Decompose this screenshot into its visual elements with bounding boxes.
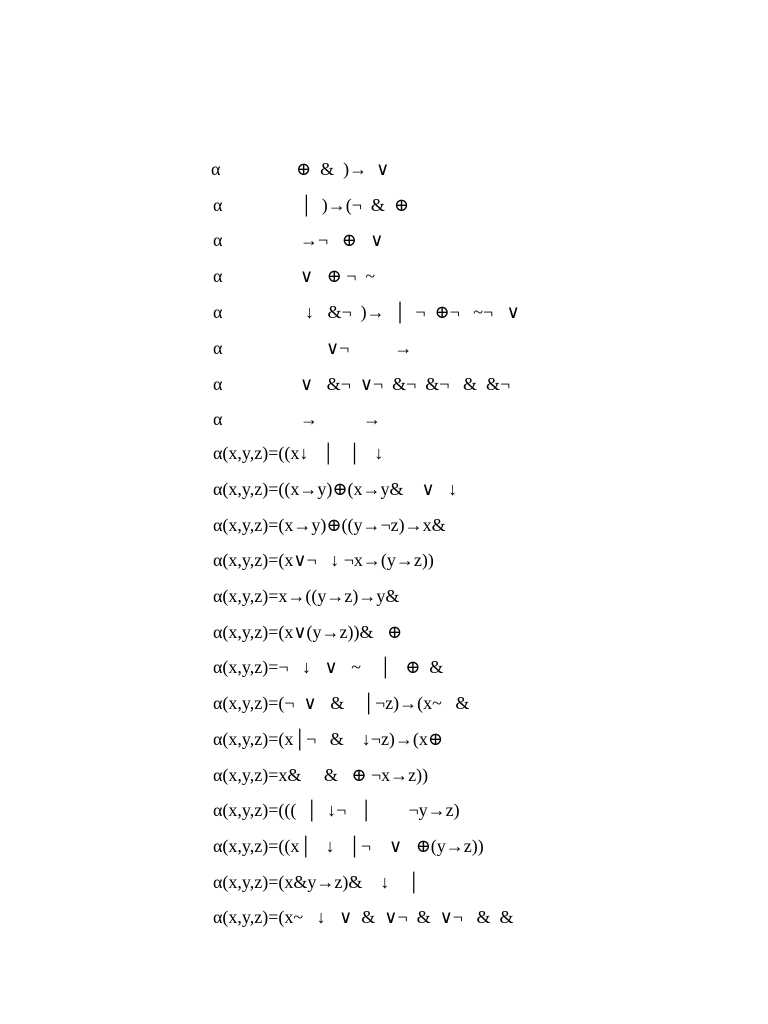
formula-line: α(x,y,z)=(x&y→z)& ↓ │: [213, 872, 421, 892]
formula-line: α(x,y,z)=(x∨(y→z))& ⊕: [213, 622, 403, 642]
formula-line: α(x,y,z)=((x│ ↓ │¬ ∨ ⊕(y→z)): [213, 836, 484, 856]
formula-line: α(x,y,z)=((( │ ↓¬ │ ¬y→z): [213, 800, 460, 820]
row-operators: ∨ ⊕ ¬ ~: [300, 266, 376, 286]
formula-line: α(x,y,z)=((x↓ │ │ ↓: [213, 443, 384, 463]
row-label: α: [213, 302, 223, 322]
formula-line: α(x,y,z)=(¬ ∨ & │¬z)→(x~ &: [213, 693, 470, 713]
formula-line: α(x,y,z)=x& & ⊕ ¬x→z)): [213, 765, 429, 785]
formula-line: α(x,y,z)=((x→y)⊕(x→y& ∨ ↓: [213, 479, 458, 499]
row-operators: │ )→(¬ & ⊕: [300, 195, 409, 215]
row-operators: ↓ &¬ )→ │ ¬ ⊕¬ ~¬ ∨: [305, 302, 520, 322]
row-label: α: [213, 230, 223, 250]
row-label: α: [213, 374, 223, 394]
row-label: α: [213, 266, 223, 286]
formula-line: α(x,y,z)=¬ ↓ ∨ ~ │ ⊕ &: [213, 657, 444, 677]
formula-line: α(x,y,z)=(x→y)⊕((y→¬z)→x&: [213, 515, 446, 535]
row-operators: ∨¬ →: [326, 338, 413, 358]
row-operators: →¬ ⊕ ∨: [300, 230, 384, 250]
formula-line: α(x,y,z)=x→((y→z)→y&: [213, 586, 400, 606]
row-operators: ⊕ & )→ ∨: [296, 159, 390, 179]
row-label: α: [213, 409, 223, 429]
row-label: α: [213, 338, 223, 358]
formula-line: α(x,y,z)=(x│¬ & ↓¬z)→(x⊕: [213, 729, 444, 749]
row-label: α: [213, 195, 223, 215]
row-label: α: [211, 159, 221, 179]
row-operators: → →: [300, 409, 381, 429]
formula-line: α(x,y,z)=(x∨¬ ↓ ¬x→(y→z)): [213, 550, 434, 570]
row-operators: ∨ &¬ ∨¬ &¬ &¬ & &¬: [300, 374, 511, 394]
formula-line: α(x,y,z)=(x~ ↓ ∨ & ∨¬ & ∨¬ & &: [213, 907, 514, 927]
